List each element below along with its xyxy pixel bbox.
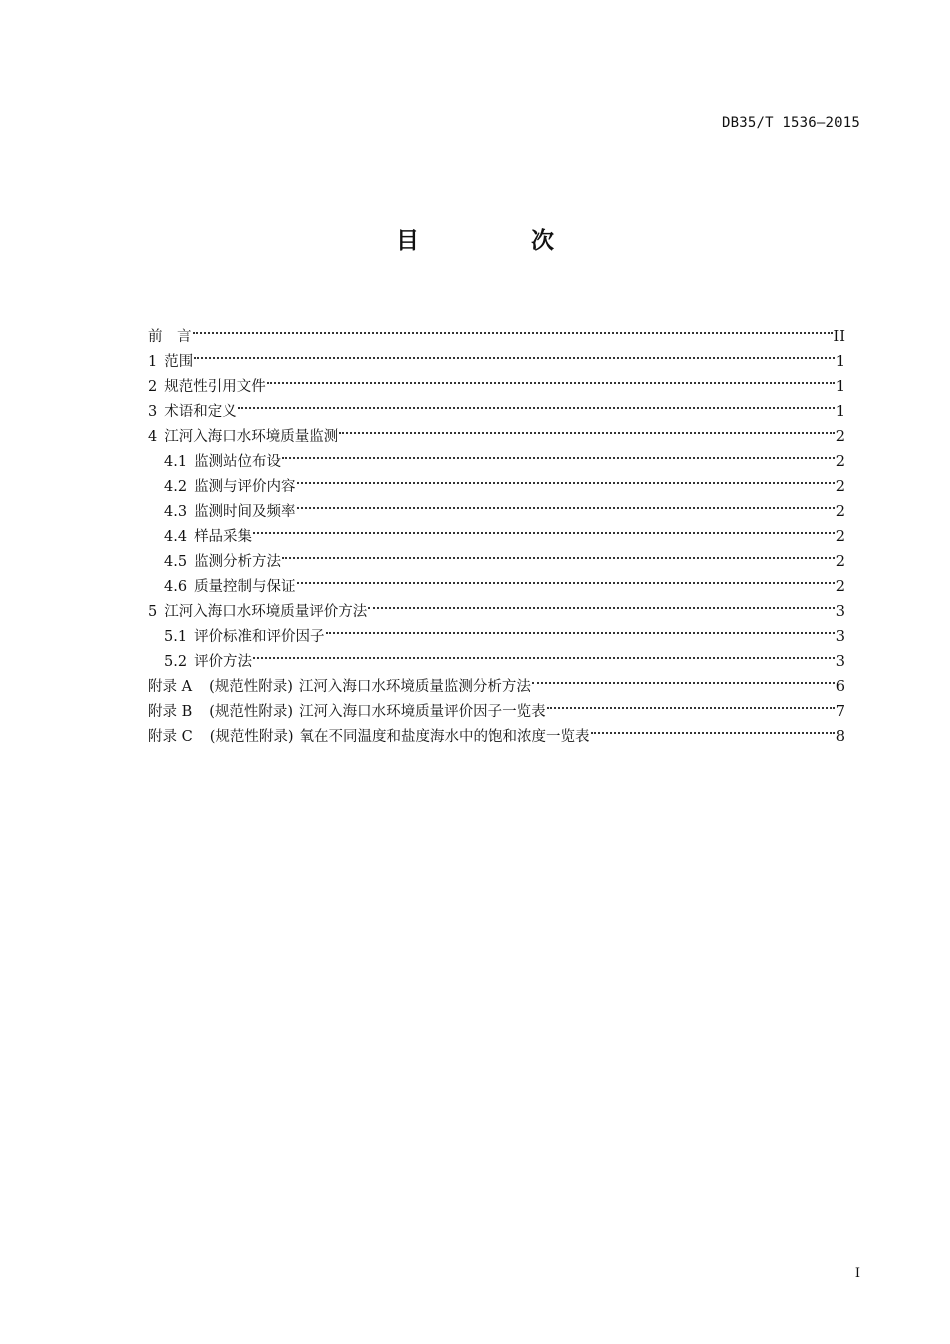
toc-entry-annex-type: (规范性附录) xyxy=(209,704,294,720)
toc-entry-text: 江河入海口水环境质量评价方法 xyxy=(164,604,368,620)
toc-entry[interactable] xyxy=(148,516,845,545)
toc-entry-page: 1 xyxy=(835,379,845,395)
toc-entry[interactable] xyxy=(148,416,845,445)
toc-leader-dots xyxy=(338,416,836,441)
toc-entry-text: 前 言 xyxy=(148,329,192,345)
table-of-contents xyxy=(148,316,845,745)
toc-entry-text: 江河入海口水环境质量监测分析方法 xyxy=(298,679,531,695)
toc-leader-dots xyxy=(252,516,836,541)
toc-entry-text: 术语和定义 xyxy=(164,404,237,420)
toc-entry-label xyxy=(164,575,296,600)
toc-leader-dots xyxy=(296,466,836,491)
toc-entry-number: 附录 C xyxy=(148,729,193,745)
toc-entry-number: 4.1 xyxy=(164,454,188,470)
toc-entry[interactable] xyxy=(148,391,845,420)
toc-entry-number: 5 xyxy=(148,604,158,620)
toc-leader-dots xyxy=(296,566,836,591)
toc-entry[interactable] xyxy=(148,666,845,695)
toc-entry-number: 附录 A xyxy=(148,679,193,695)
toc-entry-page: 2 xyxy=(835,429,845,445)
toc-entry-number: 4.5 xyxy=(164,554,188,570)
toc-entry-text: 评价方法 xyxy=(194,654,253,670)
toc-leader-dots xyxy=(367,591,836,616)
toc-entry-label xyxy=(148,350,193,375)
toc-entry[interactable] xyxy=(148,341,845,370)
toc-entry-text: 范围 xyxy=(164,354,194,370)
toc-entry-text: 氧在不同温度和盐度海水中的饱和浓度一览表 xyxy=(299,729,590,745)
toc-entry-annex-type: (规范性附录) xyxy=(209,729,294,745)
toc-leader-dots xyxy=(237,391,836,416)
toc-entry-number: 1 xyxy=(148,354,158,370)
toc-entry-text: 质量控制与保证 xyxy=(194,579,296,595)
toc-entry-number: 4.4 xyxy=(164,529,188,545)
toc-entry-number: 5.1 xyxy=(164,629,188,645)
toc-entry-text: 监测分析方法 xyxy=(194,554,282,570)
toc-entry-number: 3 xyxy=(148,404,158,420)
toc-leader-dots xyxy=(252,641,836,666)
toc-leader-dots xyxy=(590,716,836,741)
toc-entry[interactable] xyxy=(148,641,845,670)
toc-entry-number: 附录 B xyxy=(148,704,193,720)
toc-leader-dots xyxy=(531,666,836,691)
toc-entry-text: 江河入海口水环境质量评价因子一览表 xyxy=(299,704,546,720)
toc-entry-page: 3 xyxy=(835,604,845,620)
toc-entry-label xyxy=(148,700,546,725)
toc-entry-text: 样品采集 xyxy=(194,529,253,545)
toc-entry-page: 1 xyxy=(835,354,845,370)
toc-leader-dots xyxy=(281,541,836,566)
toc-entry-annex-type: (规范性附录) xyxy=(209,679,293,695)
toc-entry-number: 4 xyxy=(148,429,158,445)
toc-entry-label xyxy=(148,675,531,700)
toc-leader-dots xyxy=(281,441,836,466)
toc-leader-dots xyxy=(266,366,836,391)
toc-entry-page: 2 xyxy=(835,579,845,595)
toc-entry-page: 2 xyxy=(835,504,845,520)
toc-entry-label xyxy=(164,550,281,575)
toc-entry-label xyxy=(164,525,252,550)
toc-entry-label xyxy=(148,400,237,425)
toc-entry-page: 2 xyxy=(835,454,845,470)
toc-entry-label xyxy=(164,450,281,475)
toc-entry-page: 2 xyxy=(835,529,845,545)
toc-entry-label xyxy=(164,650,252,675)
toc-entry-page: 7 xyxy=(835,704,845,720)
toc-entry-text: 江河入海口水环境质量监测 xyxy=(164,429,339,445)
toc-entry-label xyxy=(148,725,590,750)
toc-entry-page: 2 xyxy=(835,479,845,495)
toc-entry-text: 监测站位布设 xyxy=(194,454,282,470)
toc-entry-number: 2 xyxy=(148,379,158,395)
toc-leader-dots xyxy=(546,691,836,716)
toc-entry-page: 6 xyxy=(835,679,845,695)
toc-entry[interactable] xyxy=(148,366,845,395)
toc-entry-page: II xyxy=(833,329,845,345)
toc-entry-number: 4.2 xyxy=(164,479,188,495)
toc-entry-page: 3 xyxy=(835,654,845,670)
toc-entry[interactable] xyxy=(148,541,845,570)
toc-entry-number: 4.6 xyxy=(164,579,188,595)
toc-leader-dots xyxy=(193,341,836,366)
document-code: DB35/T 1536—2015 xyxy=(721,115,860,131)
toc-entry-page: 1 xyxy=(835,404,845,420)
toc-entry-text: 监测时间及频率 xyxy=(194,504,296,520)
toc-leader-dots xyxy=(325,616,836,641)
toc-entry-label xyxy=(164,475,296,500)
toc-entry-number: 4.3 xyxy=(164,504,188,520)
toc-entry-text: 评价标准和评价因子 xyxy=(194,629,325,645)
page-number: I xyxy=(854,1266,860,1281)
toc-entry-page: 2 xyxy=(835,554,845,570)
toc-entry-text: 规范性引用文件 xyxy=(164,379,266,395)
page-title: 目 次 xyxy=(395,228,606,254)
toc-entry-text: 监测与评价内容 xyxy=(194,479,296,495)
toc-entry-page: 8 xyxy=(835,729,845,745)
toc-entry-page: 3 xyxy=(835,629,845,645)
toc-entry-number: 5.2 xyxy=(164,654,188,670)
toc-entry-label xyxy=(148,325,192,350)
toc-leader-dots xyxy=(296,491,836,516)
toc-leader-dots xyxy=(192,316,834,341)
toc-entry[interactable] xyxy=(148,316,845,345)
